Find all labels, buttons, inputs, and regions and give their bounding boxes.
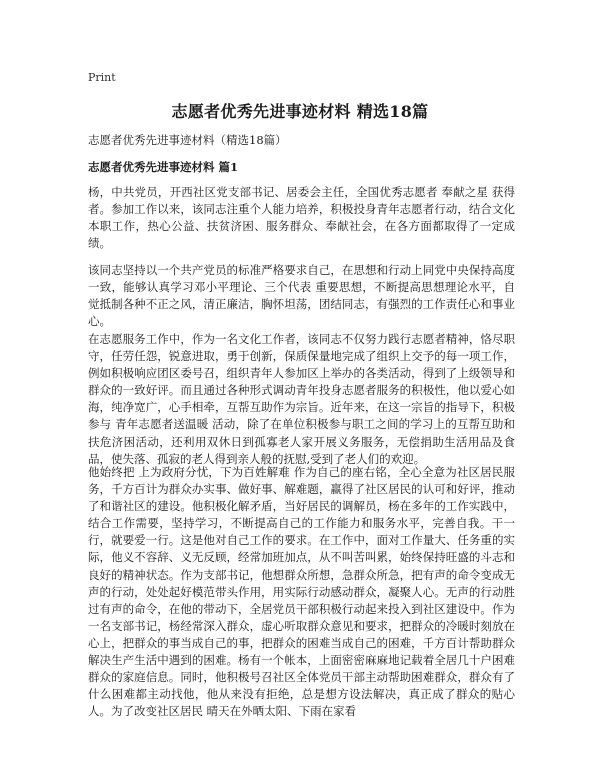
- document-title: 志愿者优秀先进事迹材料 精选18篇: [171, 102, 429, 121]
- section-heading: 志愿者优秀先进事迹材料 篇1: [88, 160, 239, 174]
- paragraph-4: 他始终把 上为政府分忧，下为百姓解难 作为自己的座右铭，全心全意为社区居民服务，千方百计为群众办实事、做好事、解难题，赢得了社区居民的认可和好评，推动了和谐社区的建设。他积极化解矛盾，当好居民的调解员，杨在多年的工作实践中，结合工作需要，坚持学习，不断提高自己的工作能力和服务水平，完善自我。干一行，就要爱一行。这是他对自己工作的要求。在工作中，面对工作量大、任务重的实际，他义不容辞、义无反顾，经常加班加点，从不叫苦叫累，始终保持旺盛的斗志和良好的精神状态。作为支部书记，他想群众所想，急群众所急，把有声的命令变成无声的行动，处处起好模范带头作用，用实际行动感动群众，凝聚人心。无声的行动胜过有声的命令，在他的带动下，全居党员干部积极行动起来投入到社区建设中。作为一名支部书记，杨经常深入群众，虚心听取群众意见和要求，把群众的冷暖时刻放在心上，把群众的事当成自己的事，把群众的困难当成自己的困难，千方百计帮助群众解决生产生活中遇到的困难。杨有一个帐本，上面密密麻麻地记载着全居几十户困难群众的家庭信息。同时，他积极号召社区全体党员干部主动帮助困难群众，群众有了什么困难都主动找他，他从来没有拒绝，总是想方设法解决，真正成了群众的贴心人。为了改变社区居民 晴天在外晒太阳、下雨在家看: [88, 465, 515, 719]
- print-label: Print: [88, 71, 116, 84]
- paragraph-2: 该同志坚持以一个共产党员的标准严格要求自己，在思想和行动上同党中央保持高度一致，能够认真学习邓小平理论、三个代表 重要思想，不断提高思想理论水平，自觉抵制各种不正之风，清正廉洁，胸怀坦荡，团结同志，有强烈的工作责任心和事业心。: [88, 263, 515, 329]
- paragraph-3: 在志愿服务工作中，作为一名文化工作者，该同志不仅努力践行志愿者精神，恪尽职守，任劳任怨，锐意进取，勇于创新，保质保量地完成了组织上交予的每一项工作，例如积极响应团区委号召，组织青年人参加区上举办的各类活动，得到了上级领导和群众的一致好评。而且通过各种形式调动青年投身志愿者服务的积极性，他以爱心如海，纯净宽广，心手相牵，互帮互助作为宗旨。近年来，在这一宗旨的指导下，积极参与 青年志愿者送温暖 活动，除了在单位积极参与职工之间的学习上的互帮互助和扶危济困活动，还利用双休日到孤寡老人家开展义务服务，无偿捐助生活用品及食品，使失落、孤寂的老人得到亲人般的抚慰,受到了老人们的欢迎。: [88, 332, 515, 466]
- document-subtitle: 志愿者优秀先进事迹材料（精选18篇）: [88, 133, 287, 147]
- paragraph-1: 杨，中共党员，开西社区党支部书记、居委会主任，全国优秀志愿者 奉献之星 获得者。参加工作以来，该同志注重个人能力培养，积极投身青年志愿者行动，结合文化本职工作，热心公益、扶贫济困、服务群众、奉献社会，在各方面都取得了一定成绩。: [88, 185, 515, 251]
